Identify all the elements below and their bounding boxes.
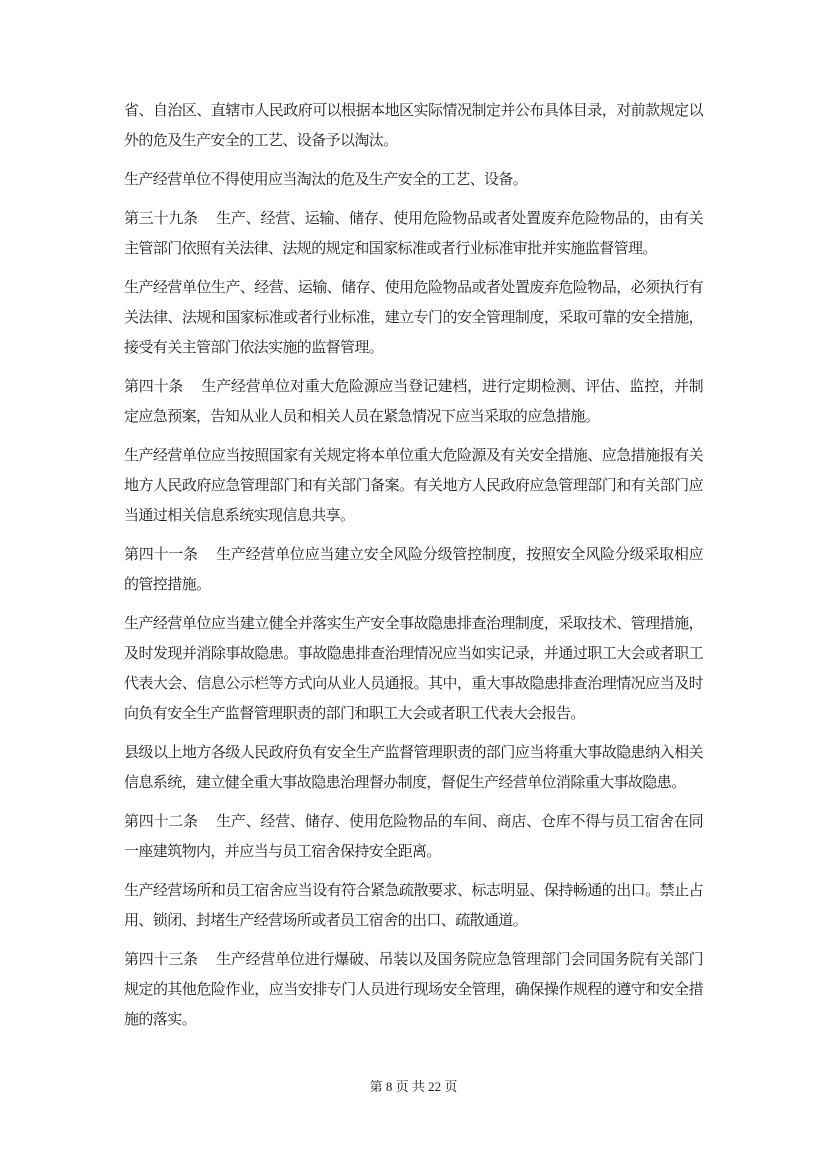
paragraph-article-41: 第四十一条 生产经营单位应当建立安全风险分级管控制度，按照安全风险分级采取相应的管控措施。 [124, 547, 703, 593]
paragraph-article-40: 第四十条 生产经营单位对重大危险源应当登记建档，进行定期检测、评估、监控，并制定应急预案，告知从业人员和相关人员在紧急情况下应当采取的应急措施。 [124, 379, 703, 425]
paragraph: 生产经营单位应当按照国家有关规定将本单位重大危险源及有关安全措施、应急措施报有关地方人民政府应急管理部门和有关部门备案。有关地方人民政府应急管理部门和有关部门应当通过相关信息系统实现信息共享。 [124, 448, 703, 524]
page-footer: 第 8 页 共 22 页 [369, 1079, 458, 1094]
paragraph: 生产经营单位不得使用应当淘汰的危及生产安全的工艺、设备。 [124, 172, 528, 188]
paragraph: 生产经营单位应当建立健全并落实生产安全事故隐患排查治理制度，采取技术、管理措施，及时发现并消除事故隐患。事故隐患排查治理情况应当如实记录，并通过职工大会或者职工代表大会、信息公示栏等方式向从业人员通报。其中，重大事故隐患排查治理情况应当及时向负有安全生产监督管理职责的部门和职工大会或者职工代表大会报告。 [124, 616, 703, 722]
paragraph: 生产经营单位生产、经营、运输、储存、使用危险物品或者处置废弃危险物品，必须执行有关法律、法规和国家标准或者行业标准，建立专门的安全管理制度，采取可靠的安全措施，接受有关主管部门依法实施的监督管理。 [124, 280, 703, 356]
paragraph: 生产经营场所和员工宿舍应当设有符合紧急疏散要求、标志明显、保持畅通的出口。禁止占用、锁闭、封堵生产经营场所或者员工宿舍的出口、疏散通道。 [124, 883, 703, 929]
paragraph-article-39: 第三十九条 生产、经营、运输、储存、使用危险物品或者处置废弃危险物品的，由有关主管部门依照有关法律、法规的规定和国家标准或者行业标准审批并实施监督管理。 [124, 211, 703, 257]
paragraph-article-42: 第四十二条 生产、经营、储存、使用危险物品的车间、商店、仓库不得与员工宿舍在同一座建筑物内，并应当与员工宿舍保持安全距离。 [124, 814, 703, 860]
paragraph: 省、自治区、直辖市人民政府可以根据本地区实际情况制定并公布具体目录，对前款规定以外的危及生产安全的工艺、设备予以淘汰。 [124, 103, 703, 149]
paragraph-article-43: 第四十三条 生产经营单位进行爆破、吊装以及国务院应急管理部门会同国务院有关部门规定的其他危险作业，应当安排专门人员进行现场安全管理，确保操作规程的遵守和安全措施的落实。 [124, 952, 703, 1028]
paragraph: 县级以上地方各级人民政府负有安全生产监督管理职责的部门应当将重大事故隐患纳入相关信息系统，建立健全重大事故隐患治理督办制度，督促生产经营单位消除重大事故隐患。 [124, 745, 703, 791]
